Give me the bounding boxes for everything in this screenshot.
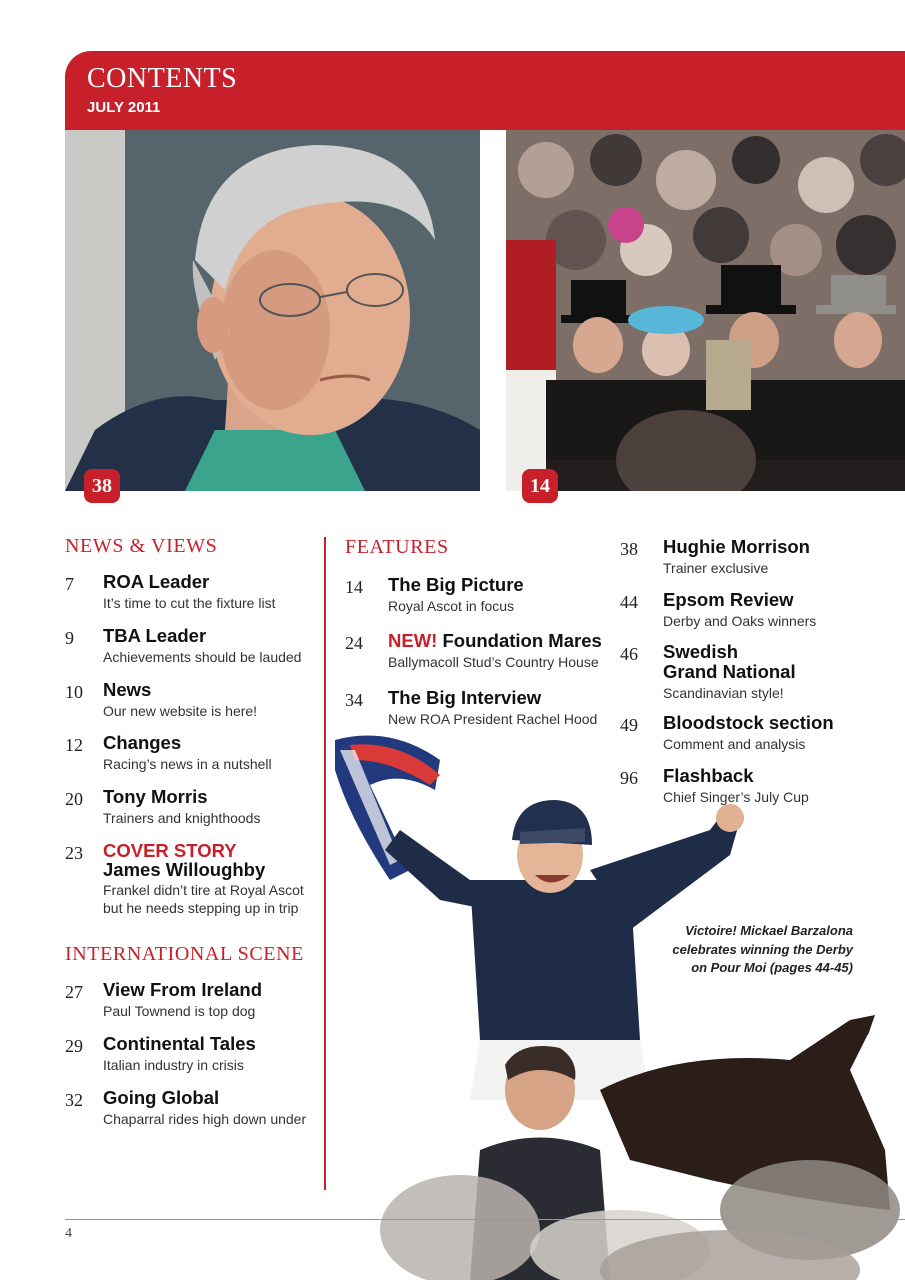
entry-page-number: 10 xyxy=(65,682,83,702)
entry-title: ROA Leader xyxy=(103,571,210,592)
entry-page-number: 34 xyxy=(345,690,363,710)
entry-page-number: 29 xyxy=(65,1036,83,1056)
entry-page-number: 7 xyxy=(65,574,74,594)
entry-title: News xyxy=(103,679,152,700)
page-badge-14: 14 xyxy=(522,469,558,503)
entry-title-row xyxy=(388,631,602,651)
column-divider xyxy=(324,537,326,1190)
entry-page-number: 12 xyxy=(65,735,83,755)
entry-page-number: 46 xyxy=(620,644,638,664)
entry-title: James Willoughby xyxy=(103,859,266,880)
entry-title: Grand National xyxy=(663,661,796,682)
features-heading: FEATURES xyxy=(345,536,449,558)
entry-description: Derby and Oaks winners xyxy=(663,613,817,629)
entry-description: Comment and analysis xyxy=(663,736,806,752)
entry-title: The Big Interview xyxy=(388,687,542,708)
entry-description: Paul Townend is top dog xyxy=(103,1003,256,1019)
news-views-heading: NEWS & VIEWS xyxy=(65,535,218,557)
portrait-illustration xyxy=(65,130,480,491)
entry-description: Chief Singer’s July Cup xyxy=(663,789,809,805)
entry-title: Changes xyxy=(103,732,182,753)
entry-description: Chaparral rides high down under xyxy=(103,1111,307,1127)
entry-page-number: 23 xyxy=(65,843,83,863)
royal-ascot-photo xyxy=(506,130,905,491)
caption-line: on Pour Moi (pages 44-45) xyxy=(691,960,853,975)
entry-title: Flashback xyxy=(663,765,754,786)
entry-page-number: 38 xyxy=(620,539,638,559)
jockey-celebration-photo xyxy=(330,730,905,1280)
entry-title: View From Ireland xyxy=(103,979,263,1000)
royal-carriage-illustration xyxy=(506,130,905,491)
entry-page-number: 9 xyxy=(65,628,74,648)
entry-description: Trainers and knighthoods xyxy=(103,810,261,826)
page-title: CONTENTS xyxy=(87,63,238,94)
entry-page-number: 44 xyxy=(620,592,638,612)
contents-header xyxy=(65,51,905,130)
caption-line: Victoire! Mickael Barzalona xyxy=(685,923,853,938)
cover-story-label: COVER STORY xyxy=(103,840,237,861)
entry-page-number: 14 xyxy=(345,577,363,597)
entry-description: but he needs stepping up in trip xyxy=(103,900,299,916)
entry-description: Frankel didn’t tire at Royal Ascot xyxy=(103,882,304,898)
entry-title: Tony Morris xyxy=(103,786,208,807)
entry-description: Trainer exclusive xyxy=(663,560,769,576)
entry-title: TBA Leader xyxy=(103,625,207,646)
caption-line: celebrates winning the Derby xyxy=(672,941,853,957)
issue-date: JULY 2011 xyxy=(87,99,161,116)
entry-title: Foundation Mares xyxy=(442,630,602,651)
entry-page-number: 27 xyxy=(65,982,83,1002)
entry-page-number: 49 xyxy=(620,715,638,735)
international-scene-heading: INTERNATIONAL SCENE xyxy=(65,943,304,965)
entry-title: Hughie Morrison xyxy=(663,536,810,557)
entry-title: The Big Picture xyxy=(388,574,524,595)
entry-description: Our new website is here! xyxy=(103,703,258,719)
entry-title: Swedish xyxy=(663,641,739,662)
entry-description: Italian industry in crisis xyxy=(103,1057,244,1073)
entry-page-number: 96 xyxy=(620,768,638,788)
photo-caption xyxy=(640,922,853,978)
entry-page-number: 20 xyxy=(65,789,83,809)
entry-description: Royal Ascot in focus xyxy=(388,598,515,614)
entry-title: Bloodstock section xyxy=(663,712,834,733)
entry-page-number: 32 xyxy=(65,1090,83,1110)
entry-title: Going Global xyxy=(103,1087,220,1108)
entry-title: Continental Tales xyxy=(103,1033,256,1054)
page-badge-38: 38 xyxy=(84,469,120,503)
entry-title: Epsom Review xyxy=(663,589,794,610)
new-label: NEW! xyxy=(388,630,438,651)
entry-description: Achievements should be lauded xyxy=(103,649,302,665)
entry-description: It’s time to cut the fixture list xyxy=(103,595,276,611)
trainer-portrait-photo xyxy=(65,130,480,491)
entry-description: Scandinavian style! xyxy=(663,685,784,701)
entry-description: Ballymacoll Stud’s Country House xyxy=(388,654,599,670)
footer-rule xyxy=(65,1219,905,1220)
page-number: 4 xyxy=(65,1226,72,1241)
entry-description: New ROA President Rachel Hood xyxy=(388,711,598,727)
entry-page-number: 24 xyxy=(345,633,363,653)
entry-description: Racing’s news in a nutshell xyxy=(103,756,272,772)
